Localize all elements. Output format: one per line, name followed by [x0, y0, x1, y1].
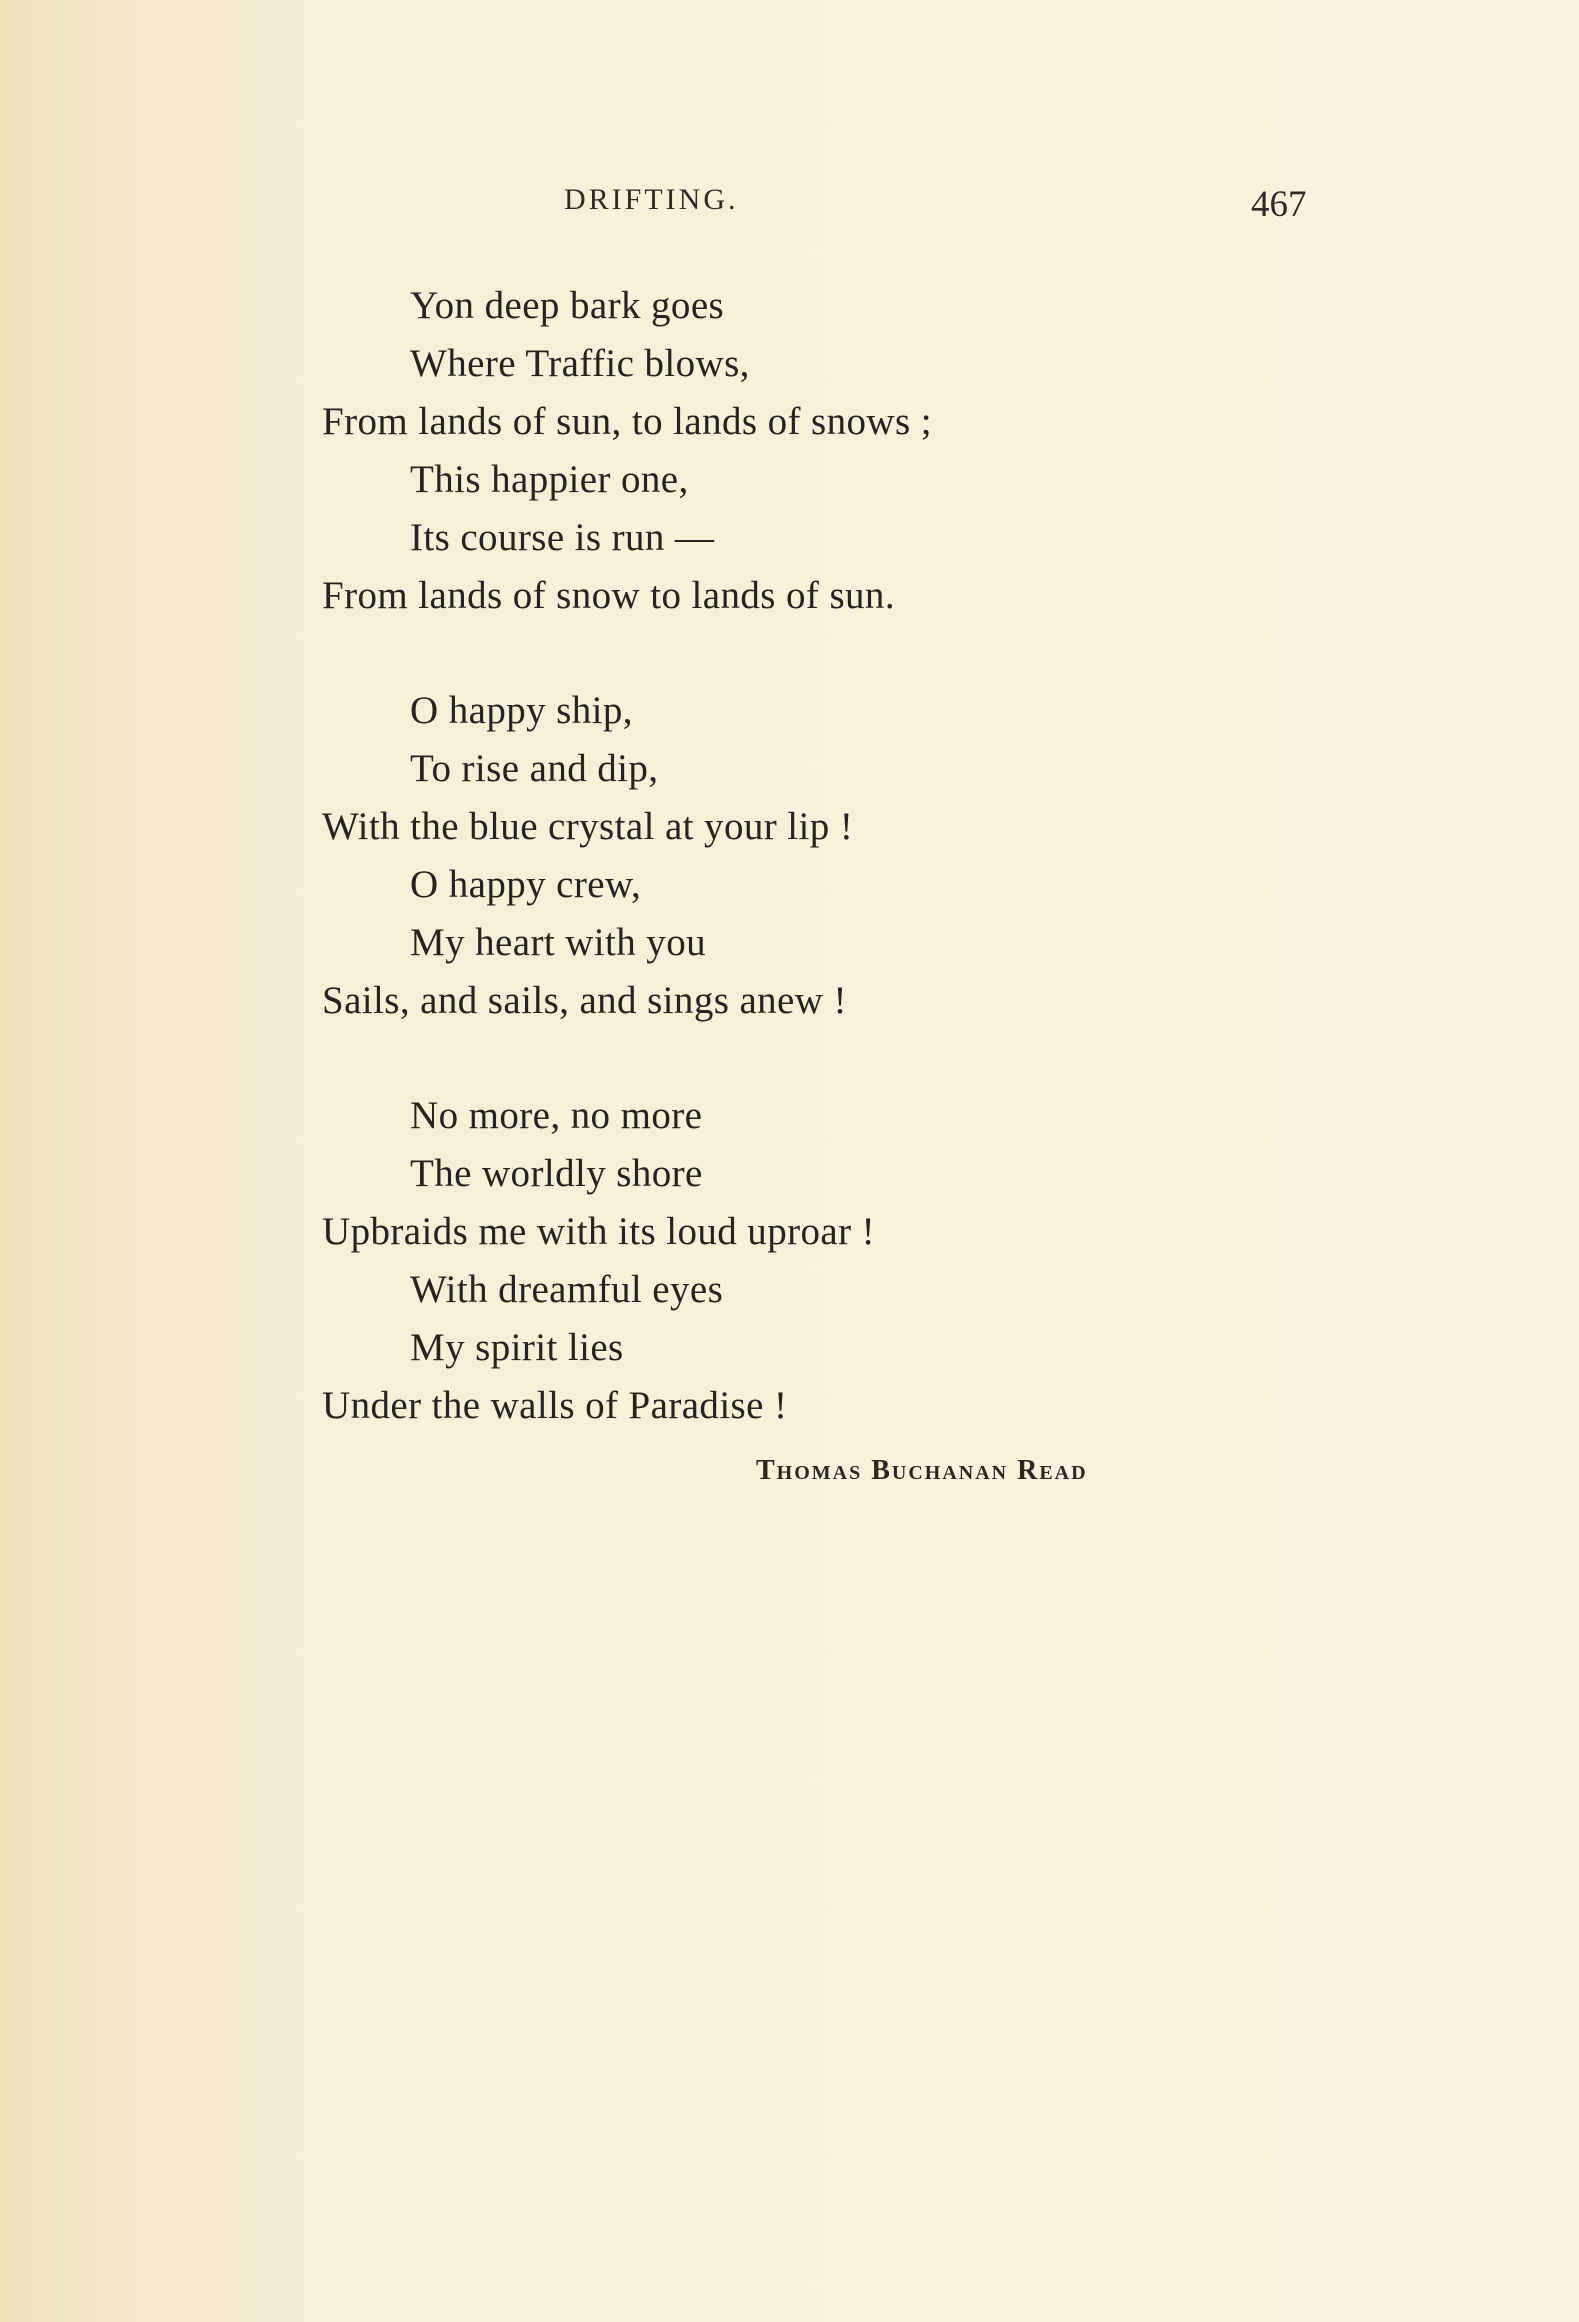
- poem-line: Under the walls of Paradise !: [322, 1384, 788, 1427]
- poem-line: Upbraids me with its loud uproar !: [322, 1210, 876, 1253]
- poem-line: O happy ship,: [410, 689, 633, 732]
- poem-line: Sails, and sails, and sings anew !: [322, 979, 847, 1022]
- poem-line: From lands of snow to lands of sun.: [322, 574, 895, 617]
- poem-line: This happier one,: [410, 458, 689, 501]
- poem-line: The worldly shore: [410, 1152, 703, 1195]
- poem-line: My heart with you: [410, 921, 707, 964]
- page-number: 467: [1251, 184, 1307, 225]
- poem-line: To rise and dip,: [410, 747, 659, 790]
- poem-line: Yon deep bark goes: [410, 284, 725, 327]
- running-title: DRIFTING.: [564, 183, 739, 216]
- poem-line: My spirit lies: [410, 1326, 624, 1369]
- poem-attribution: Thomas Buchanan Read: [756, 1455, 1088, 1486]
- poem-line: With the blue crystal at your lip !: [322, 805, 854, 848]
- poem-line: Its course is run —: [410, 516, 715, 559]
- poem-line: With dreamful eyes: [410, 1268, 724, 1311]
- poem-line: Where Traffic blows,: [410, 342, 750, 385]
- poem-line: O happy crew,: [410, 863, 642, 906]
- poem-line: No more, no more: [410, 1094, 703, 1137]
- poem-line: From lands of sun, to lands of snows ;: [322, 400, 932, 443]
